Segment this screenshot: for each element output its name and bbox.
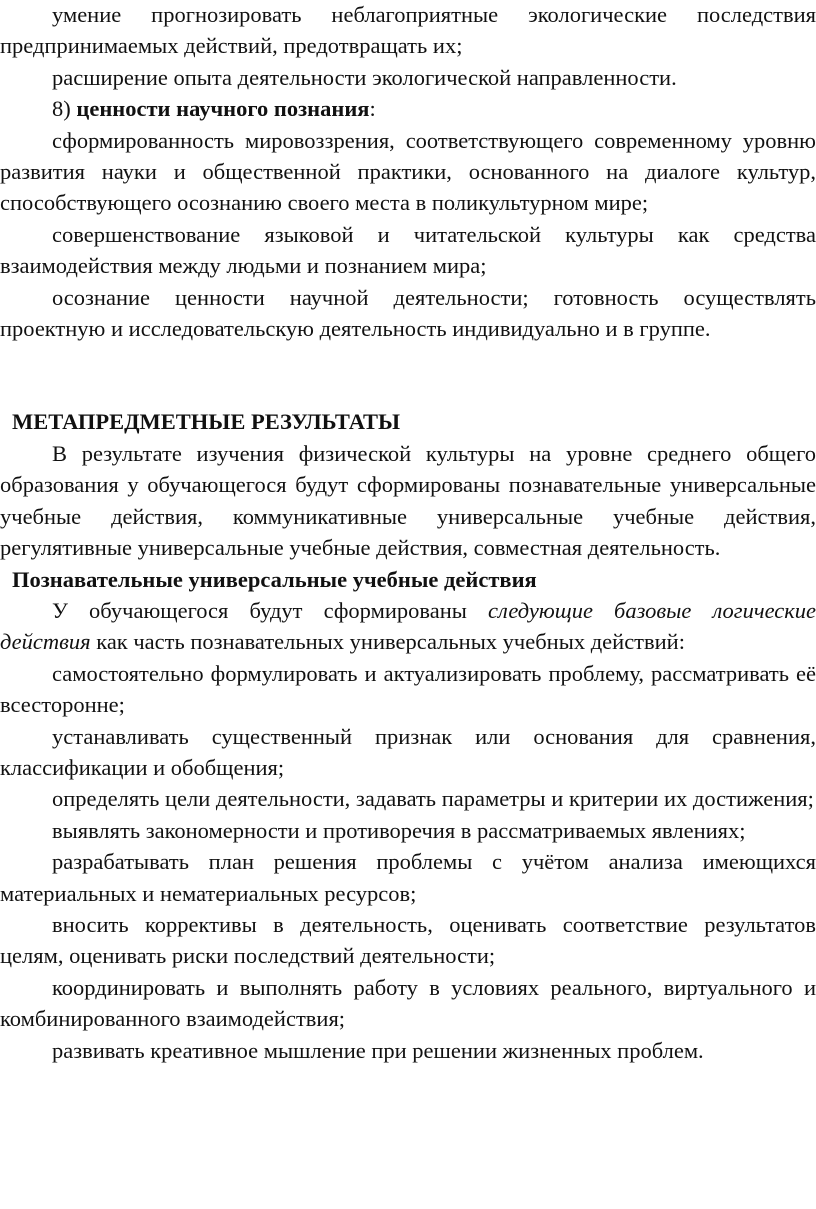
paragraph-meta-intro: В результате изучения физической культуры на уровне среднего общего образования у обучающегося будут сформированы познавательные универсальные учебные действия, коммуникативные универсальные учебные действия, регулятивные универсальные учебные действия, совместная деятельность. (0, 440, 816, 561)
paragraph-language-culture: совершенствование языковой и читательской культуры как средства взаимодействия между людьми и познанием мира; (0, 221, 816, 279)
intro-start: У обучающегося будут сформированы (52, 597, 488, 623)
paragraph-research-activity: осознание ценности научной деятельности; готовность осуществлять проектную и исследовательскую деятельность индивидуально и в группе. (0, 284, 816, 342)
list-item: развивать креативное мышление при решении жизненных проблем. (52, 1037, 704, 1063)
paragraph-ecology-forecast: умение прогнозировать неблагоприятные экологические последствия предпринимаемых действий, предотвращать их; (0, 2, 816, 59)
list-item: устанавливать существенный признак или основания для сравнения, классификации и обобщения; (0, 723, 816, 780)
list-number: 8) (52, 96, 77, 122)
list-item: самостоятельно формулировать и актуализировать проблему, рассматривать её всесторонне; (0, 660, 816, 718)
paragraph-science-values-title (0, 93, 816, 124)
science-values-label: ценности научного познания (76, 96, 370, 122)
colon: : (369, 96, 376, 122)
list-item: вносить коррективы в деятельность, оценивать соответствие результатов целям, оценивать риски последствий деятельности; (0, 911, 816, 969)
section-gap (0, 344, 816, 406)
list-item: координировать и выполнять работу в условиях реального, виртуального и комбинированного взаимодействия; (0, 974, 816, 1032)
section-heading-meta: МЕТАПРЕДМЕТНЫЕ РЕЗУЛЬТАТЫ (12, 409, 401, 435)
paragraph-cognitive-intro (0, 595, 816, 658)
list-item: определять цели деятельности, задавать параметры и критерии их достижения; (52, 786, 814, 812)
paragraph-worldview: сформированность мировоззрения, соответствующего современному уровню развития науки и общественной практики, основанного на диалоге культур, способствующего осознанию своего места в поликультурном мире; (0, 127, 816, 216)
subsection-heading-cognitive: Познавательные универсальные учебные действия (12, 566, 537, 592)
list-item: разрабатывать план решения проблемы с учётом анализа имеющихся материальных и нематериальных ресурсов; (0, 849, 816, 906)
paragraph-ecology-experience: расширение опыта деятельности экологической направленности. (52, 64, 677, 90)
intro-italic: следующие базовые логические действия (0, 597, 816, 655)
list-item: выявлять закономерности и противоречия в рассматриваемых явлениях; (52, 817, 746, 843)
intro-end: как часть познавательных универсальных учебных действий: (90, 629, 685, 655)
